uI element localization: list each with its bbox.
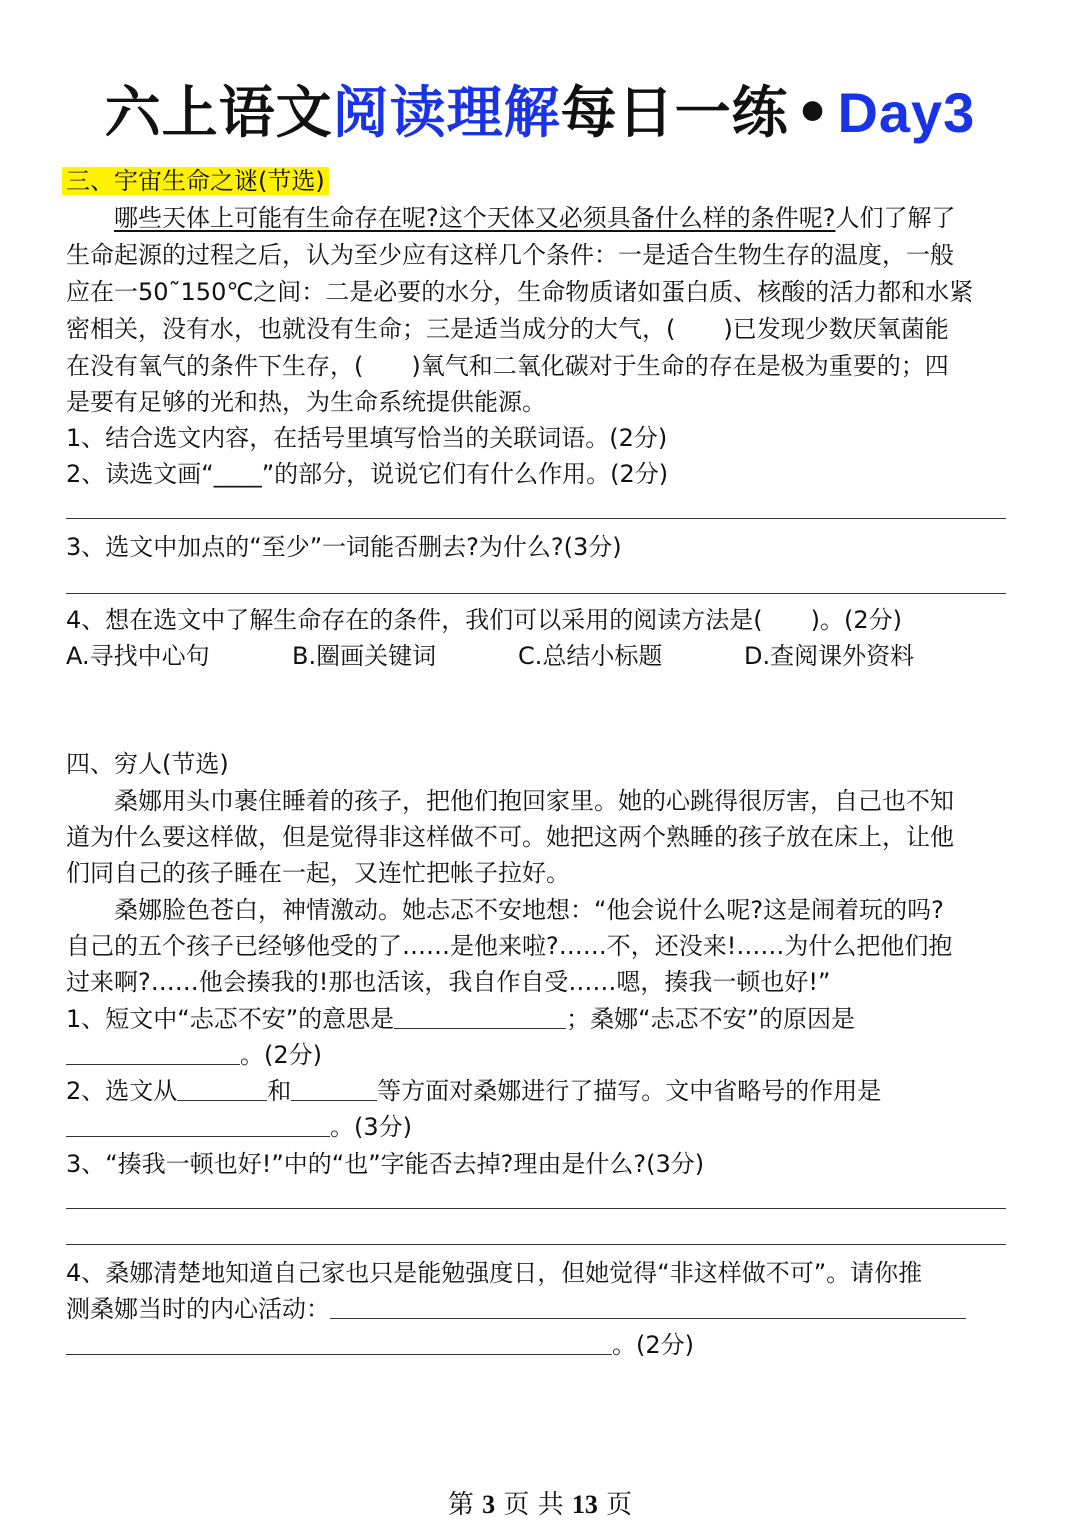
current-page-number: 3 [482,1490,496,1519]
title-part-1: 六上语文 [104,81,333,146]
section3-question-1: 1、结合选文内容，在括号里填写恰当的关联词语。(2分) [66,424,668,452]
q2-text-c: 等方面对桑娜进行了描写。文中省略号的作用是 [377,1077,882,1105]
q4-text-c: 。(2分) [612,1331,694,1359]
section4-question-2-cont [66,1110,412,1144]
q2-text-a: 2、选文从 [66,1077,178,1105]
section4-question-1-cont [66,1038,322,1072]
section3-para-line-3: 应在一50˜150℃之间：二是必要的水分，生命物质诸如蛋白质、核酸的活力都和水紧 [66,278,974,306]
section4-question-1 [66,1002,855,1036]
option-c[interactable]: C.总结小标题 [518,642,663,670]
footer-prefix: 第 [447,1490,474,1520]
section4-question-2 [66,1074,881,1108]
q1-text-a: 1、短文中“忐忑不安”的意思是 [66,1005,395,1033]
section4-question-3: 3、“揍我一顿也好!”中的“也”字能否去掉?理由是什么?(3分) [66,1150,705,1178]
q2-text-d: 。(3分) [330,1113,412,1141]
option-a[interactable]: A.寻找中心句 [66,642,210,670]
section4-para-line-3: 们同自己的孩子睡在一起，又连忙把帐子拉好。 [66,859,570,887]
total-pages-number: 13 [571,1490,598,1519]
title-part-3: 每日一练 [560,81,789,146]
page-footer [0,1488,1080,1522]
option-d[interactable]: D.查阅课外资料 [744,642,915,670]
section4-para-line-1: 桑娜用头巾裹住睡着的孩子，把他们抱回家里。她的心跳得很厉害，自己也不知 [66,787,954,815]
answer-line[interactable] [66,593,1006,594]
footer-suffix: 页 [606,1490,633,1520]
section3-para-line-5: 在没有氧气的条件下生存，( )氧气和二氧化碳对于生命的存在是极为重要的；四 [66,352,949,380]
footer-middle: 页 共 [503,1490,564,1520]
answer-blank[interactable] [330,1294,966,1319]
section4-para-line-5: 自己的五个孩子已经够他受的了……是他来啦?……不，还没来!……为什么把他们抱 [66,932,953,960]
section4-heading: 四、穷人(节选) [66,750,229,778]
answer-blank[interactable] [66,1040,240,1065]
answer-blank[interactable] [177,1076,267,1101]
section3-question-4: 4、想在选文中了解生命存在的条件，我们可以采用的阅读方法是( )。(2分) [66,606,902,634]
option-b[interactable]: B.圈画关键词 [292,642,437,670]
section4-question-4-cont [66,1292,966,1326]
q2-text-b: 和 [267,1077,292,1105]
answer-line[interactable] [66,1208,1006,1209]
title-part-2: 阅读理解 [332,81,561,146]
section3-para-line-4: 密相关，没有水，也就没有生命；三是适当成分的大气，( )已发现少数厌氧菌能 [66,315,949,343]
q1-text-b: ；桑娜“忐忑不安”的原因是 [566,1005,856,1033]
section3-heading-text: 三、宇宙生命之谜(节选) [62,167,329,195]
section4-para-line-2: 道为什么要这样做，但是觉得非这样做不可。她把这两个熟睡的孩子放在床上，让他 [66,823,954,851]
section3-question-2: 2、读选文画“____”的部分，说说它们有什么作用。(2分) [66,460,669,488]
section3-para-line-2: 生命起源的过程之后，认为至少应有这样几个条件：一是适合生物生存的温度，一般 [66,241,954,269]
para-line-rest: 人们了解了 [835,204,956,232]
title-bullet: • [794,81,832,146]
section4-para-line-6: 过来啊?……他会揍我的!那也活该，我自作自受……嗯，揍我一顿也好!” [66,968,831,996]
page-title [0,78,1080,149]
section3-options [66,639,914,673]
section3-para-line-6: 是要有足够的光和热，为生命系统提供能源。 [66,388,546,416]
section3-heading [66,164,329,198]
section4-para-line-4: 桑娜脸色苍白，神情激动。她忐忑不安地想：“他会说什么呢?这是闹着玩的吗? [66,896,944,924]
answer-line[interactable] [66,1244,1006,1245]
title-part-4: Day3 [837,81,976,144]
section4-question-4-end [66,1328,694,1362]
section3-para-line-1 [66,201,955,235]
q1-text-c: 。(2分) [240,1041,322,1069]
section3-question-3: 3、选文中加点的“至少”一词能否删去?为什么?(3分) [66,533,622,561]
answer-line[interactable] [66,518,1006,519]
underlined-sentence: 哪些天体上可能有生命存在呢?这个天体又必须具备什么样的条件呢? [114,204,836,232]
q4-text-b: 测桑娜当时的内心活动： [66,1295,330,1323]
answer-blank[interactable] [394,1004,566,1029]
answer-blank[interactable] [291,1076,377,1101]
answer-blank[interactable] [66,1112,330,1137]
section4-question-4: 4、桑娜清楚地知道自己家也只是能勉强度日，但她觉得“非这样做不可”。请你推 [66,1259,923,1287]
answer-blank[interactable] [66,1330,612,1355]
